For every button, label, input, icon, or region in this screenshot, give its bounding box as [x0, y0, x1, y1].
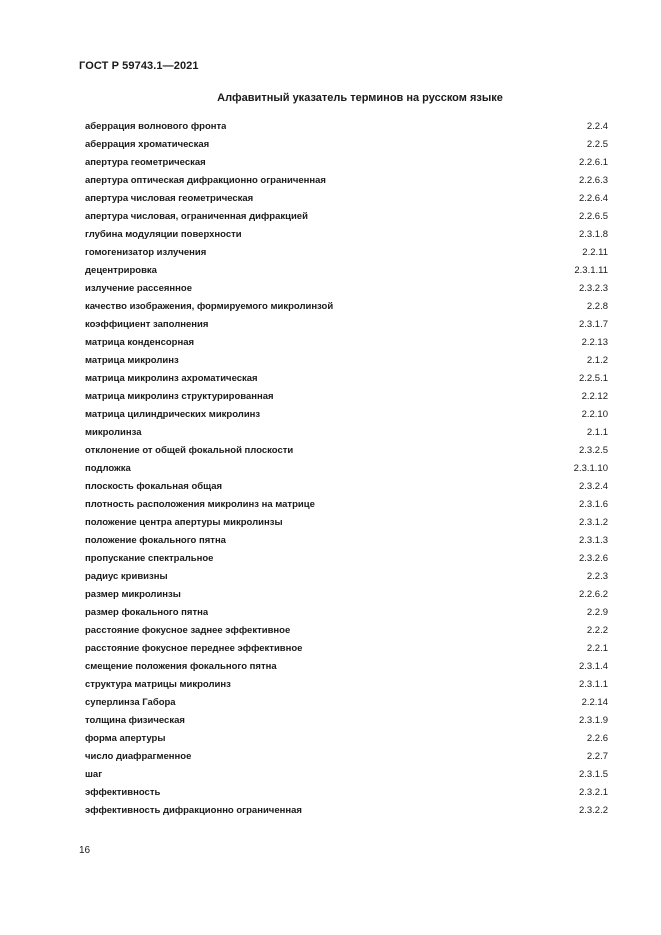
index-entry	[85, 117, 608, 135]
index-entry	[85, 783, 608, 801]
index-reference-number: 2.1.1	[586, 426, 608, 438]
index-term: форма апертуры	[85, 732, 166, 744]
index-entry	[85, 477, 608, 495]
index-reference-number: 2.2.14	[581, 696, 608, 708]
index-reference-number: 2.2.1	[586, 642, 608, 654]
index-reference-number: 2.2.10	[581, 408, 608, 420]
index-entry	[85, 549, 608, 567]
index-reference-number: 2.2.9	[586, 606, 608, 618]
index-term: матрица конденсорная	[85, 336, 195, 348]
index-reference-number: 2.2.13	[581, 336, 608, 348]
index-entry	[85, 531, 608, 549]
index-term: гомогенизатор излучения	[85, 246, 207, 258]
index-reference-number: 2.3.2.3	[578, 282, 608, 294]
index-entry	[85, 639, 608, 657]
index-entry	[85, 207, 608, 225]
index-reference-number: 2.2.5.1	[578, 372, 608, 384]
index-reference-number: 2.3.1.4	[578, 660, 608, 672]
index-reference-number: 2.2.6.4	[578, 192, 608, 204]
index-term: расстояние фокусное заднее эффективное	[85, 624, 291, 636]
term-index-list	[85, 117, 608, 819]
index-entry	[85, 585, 608, 603]
index-term: отклонение от общей фокальной плоскости	[85, 444, 294, 456]
index-entry	[85, 567, 608, 585]
index-term: апертура оптическая дифракционно ограниченная	[85, 174, 326, 186]
index-term: подложка	[85, 462, 131, 474]
index-term: децентрировка	[85, 264, 157, 276]
index-term: пропускание спектральное	[85, 552, 214, 564]
index-term: положение центра апертуры микролинзы	[85, 516, 283, 528]
index-reference-number: 2.3.2.6	[578, 552, 608, 564]
index-entry	[85, 441, 608, 459]
index-entry	[85, 225, 608, 243]
index-reference-number: 2.3.2.5	[578, 444, 608, 456]
index-entry	[85, 711, 608, 729]
index-term: толщина физическая	[85, 714, 185, 726]
index-entry	[85, 513, 608, 531]
index-reference-number: 2.3.2.1	[578, 786, 608, 798]
index-reference-number: 2.3.1.8	[578, 228, 608, 240]
index-term: аберрация хроматическая	[85, 138, 210, 150]
index-term: размер микролинзы	[85, 588, 181, 600]
index-term: положение фокального пятна	[85, 534, 226, 546]
index-reference-number: 2.3.1.10	[573, 462, 608, 474]
index-entry	[85, 333, 608, 351]
index-term: апертура геометрическая	[85, 156, 206, 168]
index-reference-number: 2.2.4	[586, 120, 608, 132]
index-reference-number: 2.2.11	[582, 246, 608, 258]
index-reference-number: 2.2.7	[586, 750, 608, 762]
index-entry	[85, 387, 608, 405]
index-entry	[85, 315, 608, 333]
index-entry	[85, 729, 608, 747]
index-term: эффективность	[85, 786, 161, 798]
index-reference-number: 2.3.1.6	[578, 498, 608, 510]
index-term: шаг	[85, 768, 103, 780]
index-entry	[85, 657, 608, 675]
index-reference-number: 2.3.1.11	[574, 264, 608, 276]
index-term: излучение рассеянное	[85, 282, 192, 294]
index-term: матрица микролинз структурированная	[85, 390, 274, 402]
index-term: коэффициент заполнения	[85, 318, 209, 330]
index-entry	[85, 801, 608, 819]
index-entry	[85, 171, 608, 189]
document-header-code: ГОСТ Р 59743.1—2021	[79, 60, 199, 72]
page-number: 16	[79, 845, 91, 856]
index-entry	[85, 459, 608, 477]
index-reference-number: 2.2.6.5	[578, 210, 608, 222]
index-reference-number: 2.2.6	[586, 732, 608, 744]
index-reference-number: 2.2.12	[581, 390, 608, 402]
index-entry	[85, 675, 608, 693]
index-reference-number: 2.3.1.3	[578, 534, 608, 546]
index-reference-number: 2.3.2.4	[578, 480, 608, 492]
index-entry	[85, 495, 608, 513]
index-entry	[85, 261, 608, 279]
index-entry	[85, 279, 608, 297]
index-reference-number: 2.2.2	[586, 624, 608, 636]
index-term: суперлинза Габора	[85, 696, 176, 708]
index-reference-number: 2.3.1.9	[578, 714, 608, 726]
index-entry	[85, 765, 608, 783]
index-term: плоскость фокальная общая	[85, 480, 223, 492]
index-reference-number: 2.2.6.2	[578, 588, 608, 600]
index-entry	[85, 189, 608, 207]
index-term: качество изображения, формируемого микролинзой	[85, 300, 334, 312]
index-term: структура матрицы микролинз	[85, 678, 231, 690]
index-reference-number: 2.3.1.5	[578, 768, 608, 780]
index-term: матрица микролинз ахроматическая	[85, 372, 258, 384]
index-entry	[85, 351, 608, 369]
index-term: глубина модуляции поверхности	[85, 228, 242, 240]
index-term: смещение положения фокального пятна	[85, 660, 277, 672]
index-reference-number: 2.2.6.3	[578, 174, 608, 186]
index-reference-number: 2.2.3	[586, 570, 608, 582]
index-term: апертура числовая, ограниченная дифракцией	[85, 210, 308, 222]
index-term: размер фокального пятна	[85, 606, 209, 618]
index-term: аберрация волнового фронта	[85, 120, 227, 132]
index-term: число диафрагменное	[85, 750, 192, 762]
index-entry	[85, 405, 608, 423]
index-reference-number: 2.2.8	[586, 300, 608, 312]
index-reference-number: 2.3.1.2	[578, 516, 608, 528]
index-term: плотность расположения микролинз на матрице	[85, 498, 315, 510]
index-term: матрица цилиндрических микролинз	[85, 408, 261, 420]
index-term: апертура числовая геометрическая	[85, 192, 254, 204]
index-reference-number: 2.3.1.7	[578, 318, 608, 330]
index-reference-number: 2.2.6.1	[578, 156, 608, 168]
index-entry	[85, 153, 608, 171]
index-title	[0, 92, 661, 104]
index-entry	[85, 603, 608, 621]
index-term: радиус кривизны	[85, 570, 168, 582]
index-entry	[85, 135, 608, 153]
index-entry	[85, 297, 608, 315]
index-entry	[85, 243, 608, 261]
index-entry	[85, 369, 608, 387]
index-entry	[85, 747, 608, 765]
index-reference-number: 2.1.2	[586, 354, 608, 366]
index-reference-number: 2.2.5	[586, 138, 608, 150]
index-term: матрица микролинз	[85, 354, 179, 366]
index-term: микролинза	[85, 426, 142, 438]
index-reference-number: 2.3.2.2	[578, 804, 608, 816]
index-reference-number: 2.3.1.1	[578, 678, 608, 690]
index-entry	[85, 423, 608, 441]
index-entry	[85, 693, 608, 711]
index-term: эффективность дифракционно ограниченная	[85, 804, 302, 816]
index-term: расстояние фокусное переднее эффективное	[85, 642, 303, 654]
index-title-text: Алфавитный указатель терминов на русском языке	[217, 92, 503, 104]
index-entry	[85, 621, 608, 639]
